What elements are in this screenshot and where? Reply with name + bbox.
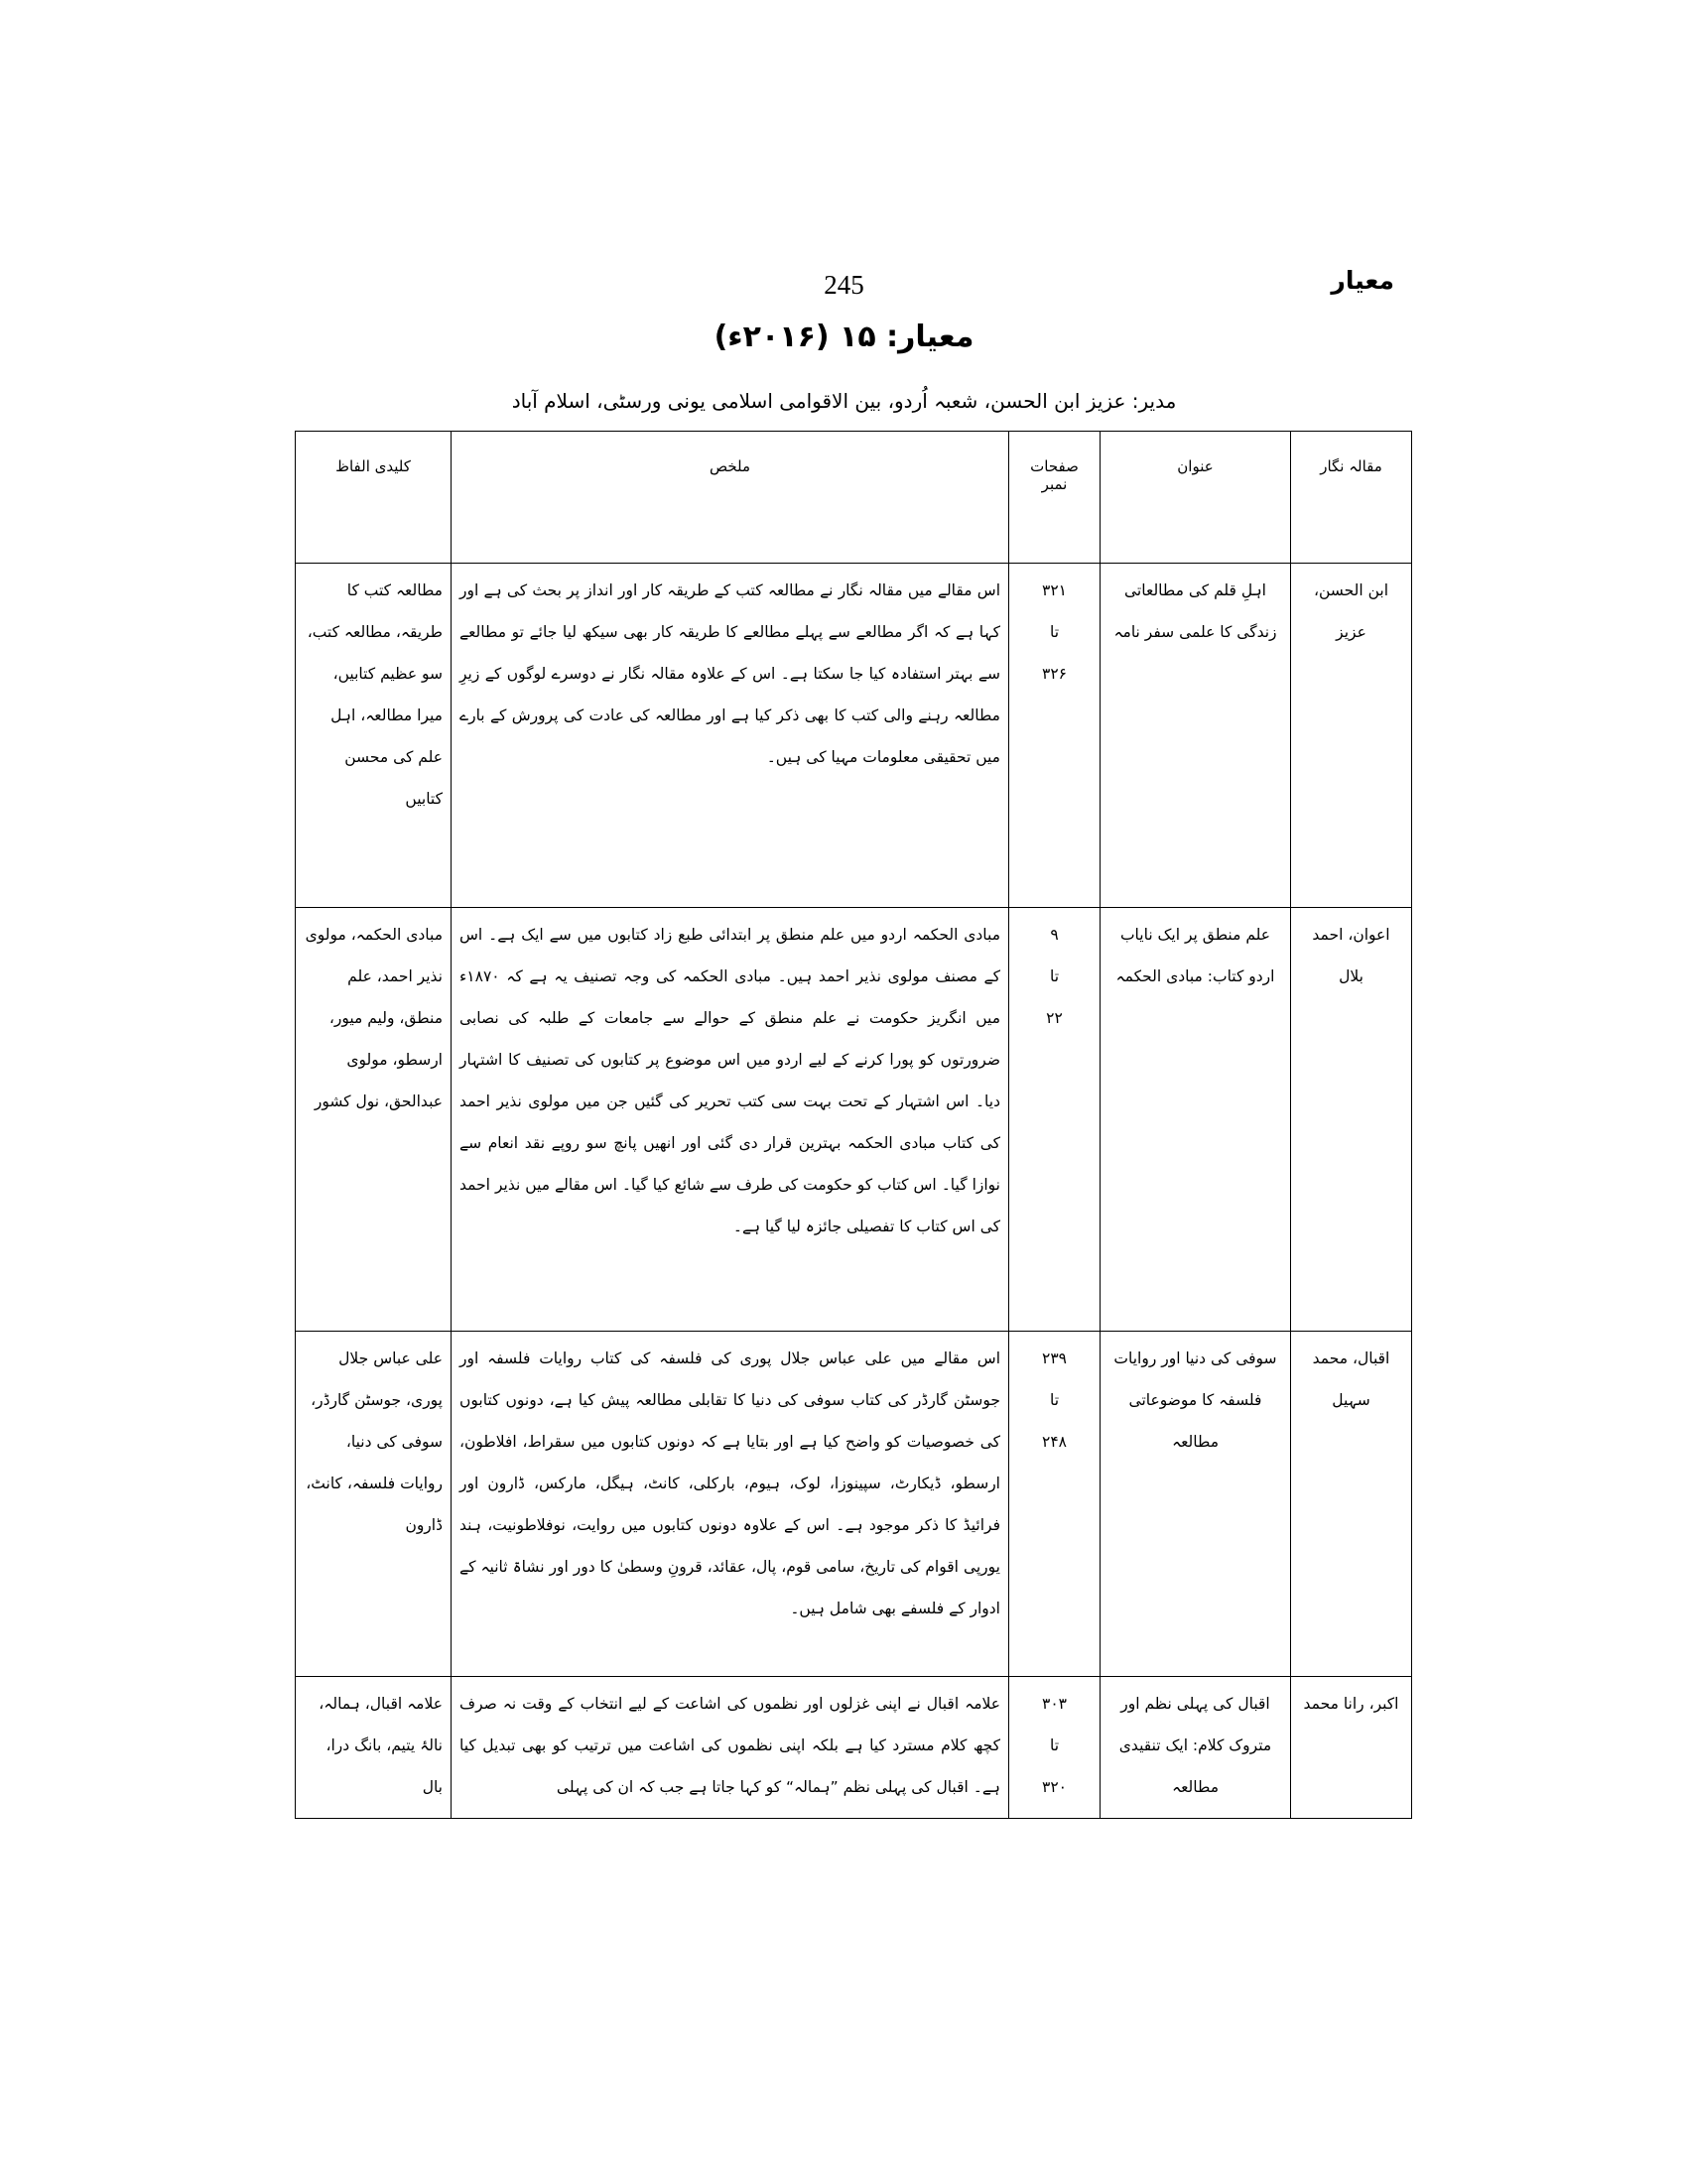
header-author: مقالہ نگار <box>1291 432 1412 564</box>
title-cell: اقبال کی پہلی نظم اور متروک کلام: ایک تنقیدی مطالعہ <box>1101 1677 1291 1819</box>
page-from: ۹ <box>1050 926 1059 944</box>
page-to: ۳۲۶ <box>1042 665 1067 683</box>
page-to: ۲۴۸ <box>1042 1433 1067 1451</box>
page-from: ۳۲۱ <box>1042 581 1067 599</box>
pages-cell <box>1009 1332 1101 1677</box>
pages-cell <box>1009 1677 1101 1819</box>
table-header-row <box>296 432 1412 564</box>
page-to-label: تا <box>1049 623 1060 641</box>
abstract-cell: اس مقالے میں علی عباس جلال پوری کی فلسفہ کی کتاب روایات فلسفہ اور جوسٹن گارڈر کی کتاب سوفی کی دنیا کا تقابلی مطالعہ پیش کیا ہے، دونوں کتابوں کی خصوصیات کو واضح کیا ہے اور بتایا ہے کہ دونوں کتابوں میں سقراط، افلاطون، ارسطو، ڈیکارٹ، سپینوزا، لوک، ہیوم، بارکلی، کانٹ، ہیگل، مارکس، ڈارون اور فرائیڈ کا ذکر موجود ہے۔ اس کے علاوہ دونوں کتابوں میں روایت، نوفلاطونیت، ہند یورپی اقوام کی تاریخ، سامی قوم، پال، عقائد، قرونِ وسطیٰ کا دور اور نشاۃ ثانیہ کے ادوار کے فلسفے بھی شامل ہیں۔ <box>452 1332 1009 1677</box>
pages-cell <box>1009 908 1101 1332</box>
page-number: 245 <box>824 270 864 300</box>
table-row <box>296 1332 1412 1677</box>
table-row <box>296 908 1412 1332</box>
page-to: ۲۲ <box>1046 1009 1063 1027</box>
header-title: عنوان <box>1101 432 1291 564</box>
articles-table <box>295 431 1412 1819</box>
page-from: ۳۰۳ <box>1042 1695 1067 1713</box>
pages-cell <box>1009 564 1101 908</box>
page-to-label: تا <box>1049 1736 1060 1754</box>
running-head: معیار <box>1331 266 1394 295</box>
keywords-cell: مطالعہ کتب کا طریقہ، مطالعہ کتب، سو عظیم کتابیں، میرا مطالعہ، اہل علم کی محسن کتابیں <box>296 564 452 908</box>
title-cell: اہلِ قلم کی مطالعاتی زندگی کا علمی سفر نامہ <box>1101 564 1291 908</box>
abstract-cell: اس مقالے میں مقالہ نگار نے مطالعہ کتب کے طریقہ کار اور انداز پر بحث کی ہے اور کہا ہے کہ اگر مطالعے سے پہلے مطالعے کا طریقہ کار بھی سیکھ لیا جائے تو مطالعے سے بہتر استفادہ کیا جا سکتا ہے۔ اس کے علاوہ مقالہ نگار نے دوسرے لوگوں کے زیرِ مطالعہ رہنے والی کتب کا بھی ذکر کیا ہے اور مطالعہ کی عادت کی پرورش کے بارے میں تحقیقی معلومات مہیا کی ہیں۔ <box>452 564 1009 908</box>
page-from: ۲۳۹ <box>1042 1349 1067 1367</box>
keywords-cell: علامہ اقبال، ہمالہ، نالۂ یتیم، بانگ درا، بال <box>296 1677 452 1819</box>
header-keywords: کلیدی الفاظ <box>296 432 452 564</box>
author-cell: اعوان، احمد بلال <box>1291 908 1412 1332</box>
abstract-cell: مبادی الحکمہ اردو میں علم منطق پر ابتدائی طبع زاد کتابوں میں سے ایک ہے۔ اس کے مصنف مولوی نذیر احمد ہیں۔ مبادی الحکمہ کی وجہ تصنیف یہ ہے کہ ۱۸۷۰ء میں انگریز حکومت نے علم منطق کے حوالے سے جامعات کے طلبہ کی نصابی ضرورتوں کو پورا کرنے کے لیے اردو میں اس موضوع پر کتابوں کی تصنیف کا اشتہار دیا۔ اس اشتہار کے تحت بہت سی کتب تحریر کی گئیں جن میں مولوی نذیر احمد کی کتاب مبادی الحکمہ بہترین قرار دی گئی اور انھیں پانچ سو روپے نقد انعام سے نوازا گیا۔ اس کتاب کو حکومت کی طرف سے شائع کیا گیا۔ اس مقالے میں نذیر احمد کی اس کتاب کا تفصیلی جائزہ لیا گیا ہے۔ <box>452 908 1009 1332</box>
keywords-cell: مبادی الحکمہ، مولوی نذیر احمد، علم منطق، ولیم میور، ارسطو، مولوی عبدالحق، نول کشور <box>296 908 452 1332</box>
title-cell: علم منطق پر ایک نایاب اردو کتاب: مبادی الحکمہ <box>1101 908 1291 1332</box>
editor-line: مدیر: عزیز ابن الحسن، شعبہ اُردو، بین الاقوامی اسلامی یونی ورسٹی، اسلام آباد <box>511 389 1177 413</box>
header-pages: صفحات نمبر <box>1009 432 1101 564</box>
table-row <box>296 1677 1412 1819</box>
author-cell: اکبر، رانا محمد <box>1291 1677 1412 1819</box>
abstract-cell: علامہ اقبال نے اپنی غزلوں اور نظموں کی اشاعت کے لیے انتخاب کے وقت نہ صرف کچھ کلام مسترد کیا ہے بلکہ اپنی نظموں کی اشاعت میں ترتیب کو بھی تبدیل کیا ہے۔ اقبال کی پہلی نظم ”ہمالہ“ کو کہا جاتا ہے جب کہ ان کی پہلی <box>452 1677 1009 1819</box>
author-cell: اقبال، محمد سہیل <box>1291 1332 1412 1677</box>
page-to-label: تا <box>1049 1391 1060 1409</box>
header-abstract: ملخص <box>452 432 1009 564</box>
table-row <box>296 564 1412 908</box>
title-cell: سوفی کی دنیا اور روایات فلسفہ کا موضوعاتی مطالعہ <box>1101 1332 1291 1677</box>
page-to-label: تا <box>1049 967 1060 985</box>
page-to: ۳۲۰ <box>1042 1778 1067 1796</box>
journal-title: معیار: ۱۵ (۲۰۱۶ء) <box>714 320 974 354</box>
author-cell: ابن الحسن، عزیز <box>1291 564 1412 908</box>
keywords-cell: علی عباس جلال پوری، جوسٹن گارڈر، سوفی کی دنیا، روایات فلسفہ، کانٹ، ڈارون <box>296 1332 452 1677</box>
